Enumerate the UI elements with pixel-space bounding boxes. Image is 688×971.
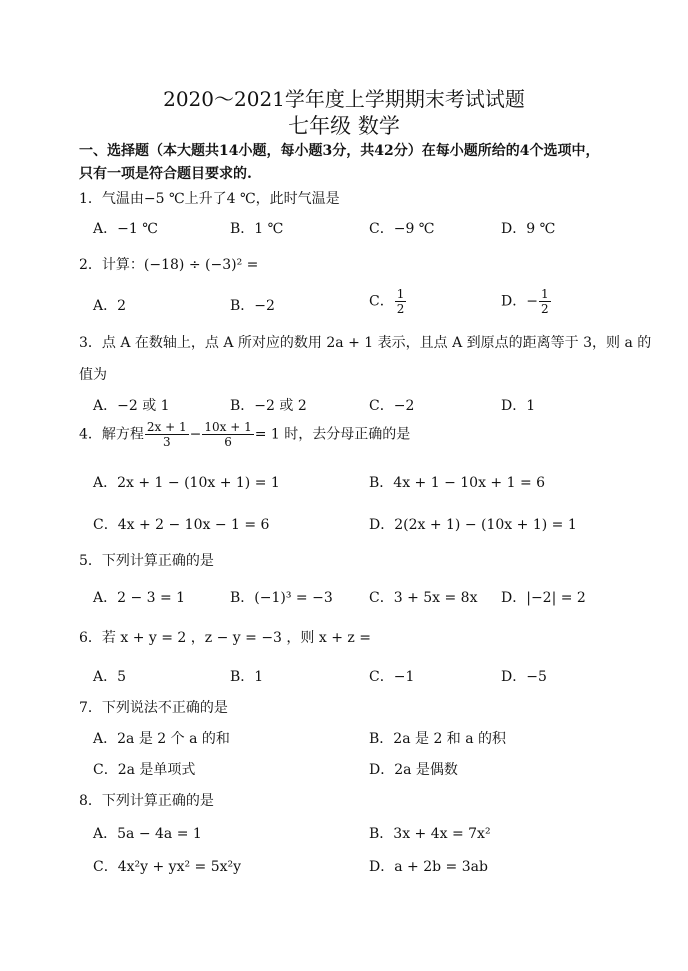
q4-option-d: D．2(2x + 1) − (10x + 1) = 1: [369, 517, 577, 533]
q1-option-c: C．−9 ℃: [369, 221, 435, 237]
question-3-stem: 3．点 A 在数轴上，点 A 所对应的数用 2a + 1 表示，且点 A 到原点的距离等于 3，则 a 的: [79, 335, 652, 351]
q7-option-b: B．2a 是 2 和 a 的积: [369, 731, 507, 747]
q8-option-b: B．3x + 4x = 7x²: [369, 826, 491, 842]
q6-option-a: A．5: [93, 669, 127, 685]
q4-option-a: A．2x + 1 − (10x + 1) = 1: [93, 475, 280, 491]
question-3-stem-cont: 值为: [79, 367, 107, 383]
q6-option-d: D．−5: [501, 669, 547, 685]
question-6-stem: 6．若 x + y = 2 ，z − y = −3 ，则 x + z =: [79, 630, 371, 646]
q4-minus: −: [189, 426, 202, 443]
q7-option-c: C．2a 是单项式: [93, 762, 196, 778]
section-heading-line1: 一、选择题（本大题共14小题，每小题3分，共42分）在每小题所给的4个选项中，: [79, 143, 600, 159]
q4-suffix: = 1 时，去分母正确的是: [254, 426, 411, 443]
q6-option-b: B．1: [230, 669, 264, 685]
q2-option-c: [369, 287, 407, 316]
q1-option-d: D．9 ℃: [501, 221, 556, 237]
q2-option-d-label: D．−: [501, 293, 538, 310]
q8-option-d: D．a + 2b = 3ab: [369, 859, 488, 875]
exam-subtitle: 七年级 数学: [288, 114, 400, 138]
q4-prefix: 4．解方程: [79, 426, 144, 443]
q3-option-a: A．−2 或 1: [93, 398, 170, 414]
q5-option-a: A．2 − 3 = 1: [93, 590, 186, 606]
q3-option-c: C．−2: [369, 398, 415, 414]
q4-fraction-2: $\frac{10x + 1}{6}$: [204, 420, 252, 449]
q6-option-c: C．−1: [369, 669, 415, 685]
q7-option-d: D．2a 是偶数: [369, 762, 458, 778]
q2-option-d-fraction: $\frac{1}{2}$: [540, 287, 549, 316]
q4-fraction-1: $\frac{2x + 1}{3}$: [146, 420, 187, 449]
question-1-stem: 1．气温由−5 ℃上升了4 ℃，此时气温是: [79, 191, 340, 207]
question-4-stem: [79, 420, 410, 449]
q5-option-c: C．3 + 5x = 8x: [369, 590, 478, 606]
q3-option-d: D．1: [501, 398, 536, 414]
question-7-stem: 7．下列说法不正确的是: [79, 700, 228, 716]
q2-option-c-label: C．: [369, 293, 394, 310]
q1-option-b: B．1 ℃: [230, 221, 284, 237]
q3-option-b: B．−2 或 2: [230, 398, 307, 414]
question-8-stem: 8．下列计算正确的是: [79, 793, 214, 809]
section-heading-line2: 只有一项是符合题目要求的.: [79, 166, 252, 182]
exam-title: 2020～2021学年度上学期期末考试试题: [163, 87, 525, 111]
q2-option-d: [501, 287, 552, 316]
question-2-stem: 2．计算：(−18) ÷ (−3)² =: [79, 257, 259, 273]
q5-option-d: D．|−2| = 2: [501, 590, 586, 606]
q2-option-c-fraction: $\frac{1}{2}$: [396, 287, 405, 316]
q1-option-a: A．−1 ℃: [93, 221, 158, 237]
q8-option-c: C．4x²y + yx² = 5x²y: [93, 859, 242, 875]
q5-option-b: B．(−1)³ = −3: [230, 590, 333, 606]
q4-option-b: B．4x + 1 − 10x + 1 = 6: [369, 475, 546, 491]
q8-option-a: A．5a − 4a = 1: [93, 826, 202, 842]
q4-option-c: C．4x + 2 − 10x − 1 = 6: [93, 517, 270, 533]
q2-option-a: A．2: [93, 298, 127, 314]
q7-option-a: A．2a 是 2 个 a 的和: [93, 731, 230, 747]
q2-option-b: B．−2: [230, 298, 275, 314]
question-5-stem: 5．下列计算正确的是: [79, 553, 214, 569]
